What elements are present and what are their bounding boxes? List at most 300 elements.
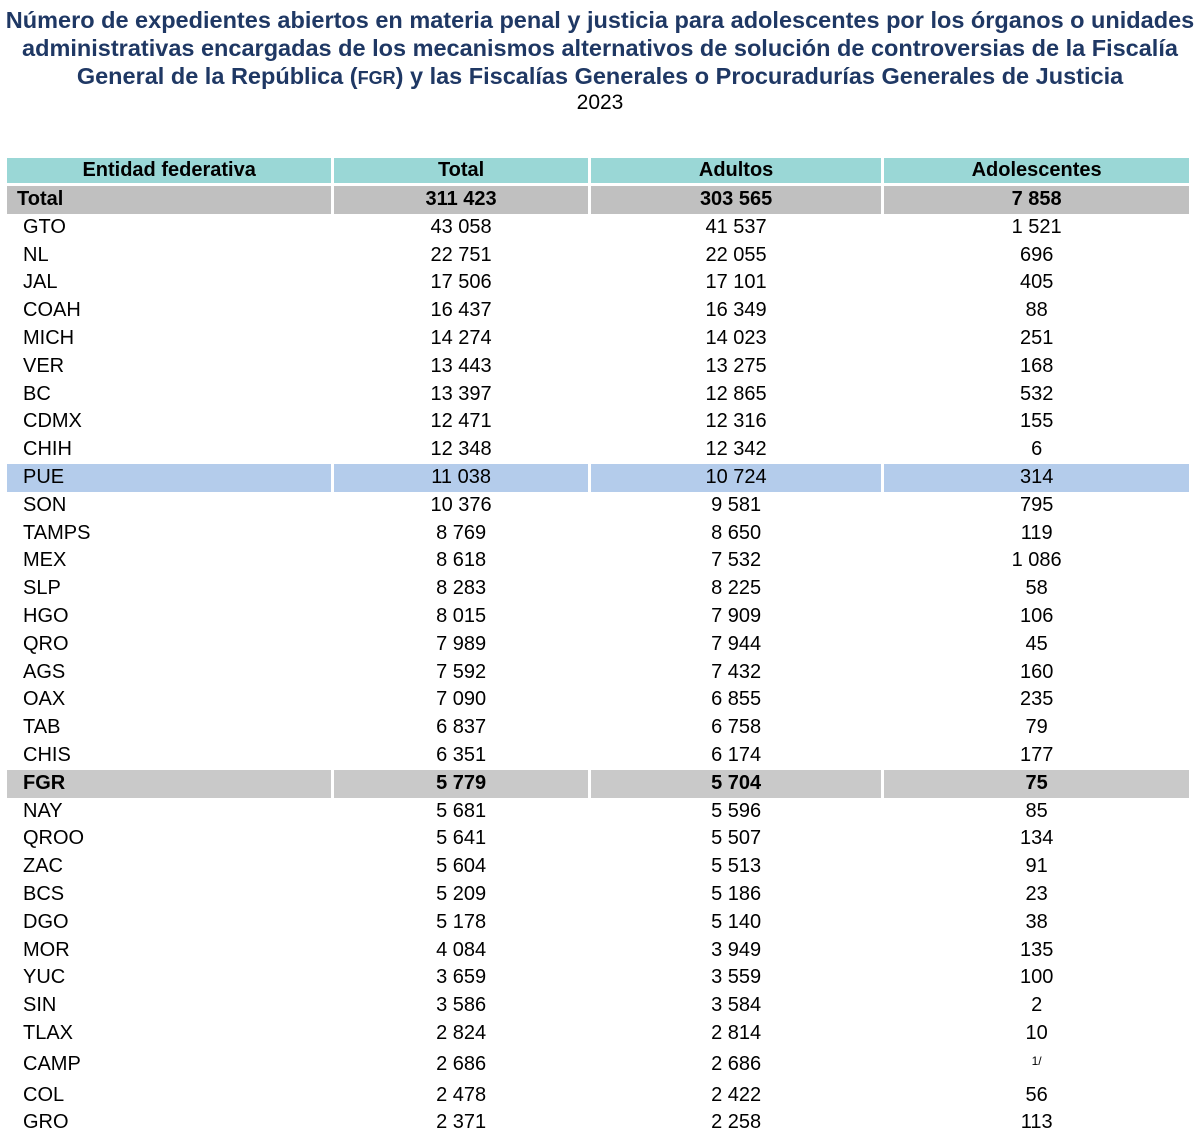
cell-text: 2 [1031, 994, 1043, 1017]
cell-text: 5 507 [711, 827, 762, 850]
cell-text: FGR [23, 771, 66, 794]
adolescentes-cell [884, 492, 1189, 520]
adolescentes-cell [884, 937, 1189, 965]
cell-text: VER [23, 354, 65, 377]
adolescentes-cell [884, 408, 1189, 436]
total-cell [334, 853, 588, 881]
cell-text: 8 769 [436, 521, 487, 544]
table-row [7, 1048, 1189, 1082]
adultos-cell [591, 714, 881, 742]
total-cell [334, 575, 588, 603]
cell-text: 5 641 [436, 827, 487, 850]
cell-text: 6 351 [436, 743, 487, 766]
entidad-cell [7, 1082, 331, 1110]
cell-text: 43 058 [430, 215, 492, 238]
cell-text: 85 [1025, 799, 1048, 822]
total-cell [334, 297, 588, 325]
adolescentes-cell [884, 1048, 1189, 1082]
adultos-cell [591, 464, 881, 492]
adultos-cell [591, 686, 881, 714]
page-title [5, 6, 1195, 92]
entidad-cell [7, 825, 331, 853]
adultos-cell [591, 297, 881, 325]
cell-text: 2 371 [436, 1111, 487, 1134]
table-row [7, 964, 1189, 992]
table-row [7, 742, 1189, 770]
cell-text: 8 283 [436, 577, 487, 600]
total-row [7, 183, 1189, 214]
cell-text: 23 [1025, 882, 1048, 905]
cell-text: 696 [1019, 243, 1054, 266]
adultos-cell [591, 659, 881, 687]
adultos-cell [591, 881, 881, 909]
entidad-cell [7, 631, 331, 659]
table-header-row [7, 158, 1189, 183]
cell-text: 12 348 [430, 438, 492, 461]
cell-text: 88 [1025, 299, 1048, 322]
cell-text: MICH [23, 326, 75, 349]
cell-text: AGS [23, 660, 66, 683]
adultos-cell [591, 1048, 881, 1082]
entidad-cell [7, 575, 331, 603]
adolescentes-cell [884, 381, 1189, 409]
total-cell [334, 659, 588, 687]
cell-text: 6 855 [711, 688, 762, 711]
total-cell [334, 492, 588, 520]
table-row [7, 686, 1189, 714]
cell-text: 235 [1019, 688, 1054, 711]
title-abbreviation: FGR [357, 68, 396, 88]
adolescentes-cell [884, 1082, 1189, 1110]
cell-text: 8 225 [711, 577, 762, 600]
cell-text: 532 [1019, 382, 1054, 405]
table-row [7, 659, 1189, 687]
cell-text: 6 758 [711, 716, 762, 739]
adultos-cell [591, 937, 881, 965]
adolescentes-cell [884, 547, 1189, 575]
cell-text: 41 537 [705, 215, 767, 238]
cell-text: 3 584 [711, 994, 762, 1017]
total-value: 311 423 [334, 183, 588, 214]
adolescentes-cell [884, 242, 1189, 270]
cell-text: COAH [23, 299, 81, 322]
total-cell [334, 242, 588, 270]
cell-text: 12 471 [430, 410, 492, 433]
entidad-cell [7, 1109, 331, 1137]
table-row [7, 297, 1189, 325]
cell-text: 5 779 [436, 771, 487, 794]
cell-text: 7 909 [711, 604, 762, 627]
cell-text: 16 349 [705, 299, 767, 322]
cell-text: 3 586 [436, 994, 487, 1017]
cell-text: 17 506 [430, 271, 492, 294]
cell-text: CAMP [23, 1052, 81, 1075]
cell-text: 9 581 [711, 493, 762, 516]
entidad-cell [7, 547, 331, 575]
cell-text: 8 650 [711, 521, 762, 544]
total-cell [334, 603, 588, 631]
cell-text: 5 604 [436, 855, 487, 878]
entidad-cell [7, 1048, 331, 1082]
table-row [7, 1020, 1189, 1048]
cell-text: 8 015 [436, 604, 487, 627]
entidad-cell [7, 492, 331, 520]
table-row [7, 992, 1189, 1020]
cell-text: 7 532 [711, 549, 762, 572]
total-cell [334, 325, 588, 353]
table-row [7, 408, 1189, 436]
cell-text: BCS [23, 882, 65, 905]
cell-text: 5 513 [711, 855, 762, 878]
cell-text: 7 944 [711, 632, 762, 655]
entidad-cell [7, 603, 331, 631]
total-cell [334, 937, 588, 965]
adultos-cell [591, 742, 881, 770]
total-cell [334, 547, 588, 575]
adolescentes-cell [884, 575, 1189, 603]
total-cell [334, 992, 588, 1020]
cell-text: MOR [23, 938, 70, 961]
cell-text: 5 596 [711, 799, 762, 822]
cell-text: 2 814 [711, 1021, 762, 1044]
table-row [7, 520, 1189, 548]
cell-text: 11 038 [431, 465, 491, 488]
total-adultos: 303 565 [591, 183, 881, 214]
total-cell [334, 408, 588, 436]
cell-text: 4 084 [436, 938, 487, 961]
cell-text: 10 376 [430, 493, 492, 516]
cell-text: 5 140 [711, 910, 762, 933]
entidad-cell [7, 909, 331, 937]
table-row [7, 214, 1189, 242]
cell-text: SLP [23, 577, 61, 600]
cell-text: 134 [1019, 827, 1054, 850]
cell-text: SON [23, 493, 67, 516]
adultos-cell [591, 214, 881, 242]
adultos-cell [591, 408, 881, 436]
cell-text: NAY [23, 799, 63, 822]
adolescentes-cell [884, 714, 1189, 742]
entidad-cell [7, 520, 331, 548]
cell-text: 10 [1025, 1021, 1048, 1044]
entidad-cell [7, 853, 331, 881]
cell-text: 7 432 [711, 660, 762, 683]
entidad-cell [7, 937, 331, 965]
cell-text: 14 023 [705, 326, 767, 349]
cell-text: 251 [1019, 326, 1054, 349]
total-cell [334, 798, 588, 826]
total-cell [334, 1048, 588, 1082]
cell-text: GRO [23, 1111, 69, 1134]
cell-text: MEX [23, 549, 67, 572]
title-block [0, 0, 1200, 114]
table-row [7, 242, 1189, 270]
total-label: Total [7, 183, 331, 214]
table-row [7, 603, 1189, 631]
cell-text: 5 704 [711, 771, 762, 794]
total-cell [334, 714, 588, 742]
cell-text: 119 [1020, 521, 1053, 544]
cell-text: 2 824 [436, 1021, 487, 1044]
cell-text: 8 618 [436, 549, 487, 572]
cell-text: 155 [1019, 410, 1054, 433]
cell-text: 5 209 [436, 882, 487, 905]
table-row [7, 492, 1189, 520]
cell-text: COL [23, 1083, 65, 1106]
cell-text: 1/ [1031, 1053, 1042, 1068]
cell-text: 1 521 [1011, 215, 1062, 238]
cell-text: OAX [23, 688, 66, 711]
entidad-cell [7, 659, 331, 687]
table-row [7, 853, 1189, 881]
cell-text: 5 681 [436, 799, 487, 822]
adolescentes-cell [884, 798, 1189, 826]
entidad-cell [7, 964, 331, 992]
cell-text: 113 [1020, 1111, 1053, 1134]
cell-text: QRO [23, 632, 69, 655]
cell-text: 12 316 [705, 410, 767, 433]
cell-text: TLAX [23, 1021, 74, 1044]
total-cell [334, 881, 588, 909]
table-row [7, 575, 1189, 603]
adultos-cell [591, 1109, 881, 1137]
entidad-cell [7, 381, 331, 409]
cell-text: 3 559 [711, 966, 762, 989]
cell-text: YUC [23, 966, 66, 989]
entidad-cell [7, 325, 331, 353]
cell-text: 79 [1025, 716, 1048, 739]
table-row [7, 1082, 1189, 1110]
adolescentes-cell [884, 1109, 1189, 1137]
cell-text: 7 090 [436, 688, 487, 711]
table-row [7, 464, 1189, 492]
adultos-cell [591, 520, 881, 548]
entidad-cell [7, 798, 331, 826]
cell-text: SIN [23, 994, 57, 1017]
cell-text: 314 [1019, 465, 1054, 488]
adolescentes-cell [884, 1020, 1189, 1048]
entidad-cell [7, 297, 331, 325]
adolescentes-cell [884, 770, 1189, 798]
adolescentes-cell [884, 659, 1189, 687]
table-row [7, 714, 1189, 742]
cell-text: 13 275 [705, 354, 767, 377]
cell-text: 160 [1019, 660, 1054, 683]
total-cell [334, 520, 588, 548]
total-cell [334, 742, 588, 770]
total-cell [334, 770, 588, 798]
table-row [7, 547, 1189, 575]
entidad-cell [7, 269, 331, 297]
cell-text: 795 [1019, 493, 1054, 516]
cell-text: 2 258 [711, 1111, 762, 1134]
header-entidad: Entidad federativa [7, 158, 331, 183]
cell-text: 13 397 [430, 382, 492, 405]
table-row [7, 909, 1189, 937]
adolescentes-cell [884, 881, 1189, 909]
cell-text: 2 686 [436, 1052, 487, 1075]
cell-text: 17 101 [705, 271, 767, 294]
table-row [7, 798, 1189, 826]
cell-text: CHIS [23, 743, 71, 766]
cell-text: 1 086 [1011, 549, 1062, 572]
adultos-cell [591, 381, 881, 409]
adolescentes-cell [884, 603, 1189, 631]
cell-text: 91 [1025, 855, 1048, 878]
cell-text: PUE [23, 465, 65, 488]
adultos-cell [591, 992, 881, 1020]
entidad-cell [7, 742, 331, 770]
cell-text: 2 686 [711, 1052, 762, 1075]
cell-text: DGO [23, 910, 69, 933]
adolescentes-cell [884, 269, 1189, 297]
total-cell [334, 964, 588, 992]
entidad-cell [7, 1020, 331, 1048]
adolescentes-cell [884, 686, 1189, 714]
adultos-cell [591, 492, 881, 520]
cell-text: 45 [1025, 632, 1048, 655]
entidad-cell [7, 214, 331, 242]
cell-text: CHIH [23, 438, 72, 461]
cell-text: 5 186 [711, 882, 762, 905]
adolescentes-cell [884, 853, 1189, 881]
cell-text: 10 724 [705, 465, 767, 488]
cell-text: 56 [1025, 1083, 1048, 1106]
header-adolescentes: Adolescentes [884, 158, 1189, 183]
total-cell [334, 381, 588, 409]
year-label: 2023 [576, 91, 624, 114]
cell-text: 5 178 [436, 910, 487, 933]
adultos-cell [591, 575, 881, 603]
cell-text: BC [23, 382, 51, 405]
adolescentes-cell [884, 992, 1189, 1020]
cell-text: 6 174 [711, 743, 762, 766]
total-cell [334, 464, 588, 492]
cell-text: 16 437 [430, 299, 492, 322]
header-total: Total [334, 158, 588, 183]
table-row [7, 770, 1189, 798]
cell-text: 6 [1031, 438, 1043, 461]
entidad-cell [7, 242, 331, 270]
cell-text: 12 865 [705, 382, 767, 405]
cell-text: 12 342 [705, 438, 767, 461]
entidad-cell [7, 686, 331, 714]
total-cell [334, 909, 588, 937]
cell-text: 100 [1019, 966, 1054, 989]
table-row [7, 881, 1189, 909]
cell-text: JAL [23, 271, 58, 294]
table-row [7, 436, 1189, 464]
total-cell [334, 353, 588, 381]
cell-text: 2 478 [436, 1083, 487, 1106]
cell-text: 7 989 [436, 632, 487, 655]
adolescentes-cell [884, 353, 1189, 381]
entidad-cell [7, 770, 331, 798]
adolescentes-cell [884, 520, 1189, 548]
adultos-cell [591, 325, 881, 353]
cell-text: CDMX [23, 410, 82, 433]
data-table [4, 158, 1192, 1137]
adolescentes-cell [884, 742, 1189, 770]
cell-text: ZAC [23, 855, 63, 878]
table-row [7, 325, 1189, 353]
adultos-cell [591, 1020, 881, 1048]
adultos-cell [591, 547, 881, 575]
adolescentes-cell [884, 631, 1189, 659]
adultos-cell [591, 1082, 881, 1110]
table-row [7, 353, 1189, 381]
header-adultos: Adultos [591, 158, 881, 183]
adultos-cell [591, 603, 881, 631]
cell-text: 7 592 [436, 660, 487, 683]
cell-text: 22 751 [430, 243, 492, 266]
cell-text: NL [23, 243, 49, 266]
cell-text: 135 [1019, 938, 1054, 961]
total-cell [334, 631, 588, 659]
adolescentes-cell [884, 825, 1189, 853]
adultos-cell [591, 853, 881, 881]
adultos-cell [591, 770, 881, 798]
adultos-cell [591, 353, 881, 381]
total-cell [334, 686, 588, 714]
adolescentes-cell [884, 297, 1189, 325]
entidad-cell [7, 714, 331, 742]
title-text-part-1: Número de expedientes abiertos en materia penal y justicia para adolescentes por los órganos o unidades administrativas encargadas de los mecanismos alternativos de solución de controversias de la Fiscalía General de la República ( [5, 7, 1195, 89]
cell-text: 58 [1025, 577, 1048, 600]
cell-text: 75 [1025, 771, 1048, 794]
table-row [7, 631, 1189, 659]
table-row [7, 937, 1189, 965]
cell-text: 6 837 [436, 716, 487, 739]
adultos-cell [591, 269, 881, 297]
adultos-cell [591, 242, 881, 270]
total-cell [334, 1109, 588, 1137]
adultos-cell [591, 964, 881, 992]
total-cell [334, 269, 588, 297]
cell-text: 13 443 [430, 354, 492, 377]
total-adolescentes: 7 858 [884, 183, 1189, 214]
table-row [7, 381, 1189, 409]
cell-text: TAMPS [23, 521, 91, 544]
adultos-cell [591, 631, 881, 659]
entidad-cell [7, 992, 331, 1020]
cell-text: 177 [1019, 743, 1054, 766]
table-row [7, 1109, 1189, 1137]
entidad-cell [7, 436, 331, 464]
cell-text: TAB [23, 716, 61, 739]
cell-text: 3 659 [436, 966, 487, 989]
entidad-cell [7, 881, 331, 909]
adolescentes-cell [884, 909, 1189, 937]
cell-text: 106 [1019, 604, 1054, 627]
adolescentes-cell [884, 325, 1189, 353]
total-cell [334, 214, 588, 242]
entidad-cell [7, 464, 331, 492]
cell-text: 22 055 [705, 243, 767, 266]
cell-text: QROO [23, 827, 85, 850]
adolescentes-cell [884, 964, 1189, 992]
entidad-cell [7, 353, 331, 381]
title-text-part-2: ) y las Fiscalías Generales o Procuradurías Generales de Justicia [395, 63, 1124, 89]
table-row [7, 825, 1189, 853]
cell-text: GTO [23, 215, 66, 238]
total-cell [334, 1082, 588, 1110]
entidad-cell [7, 408, 331, 436]
cell-text: HGO [23, 604, 69, 627]
total-cell [334, 1020, 588, 1048]
total-cell [334, 436, 588, 464]
adultos-cell [591, 798, 881, 826]
